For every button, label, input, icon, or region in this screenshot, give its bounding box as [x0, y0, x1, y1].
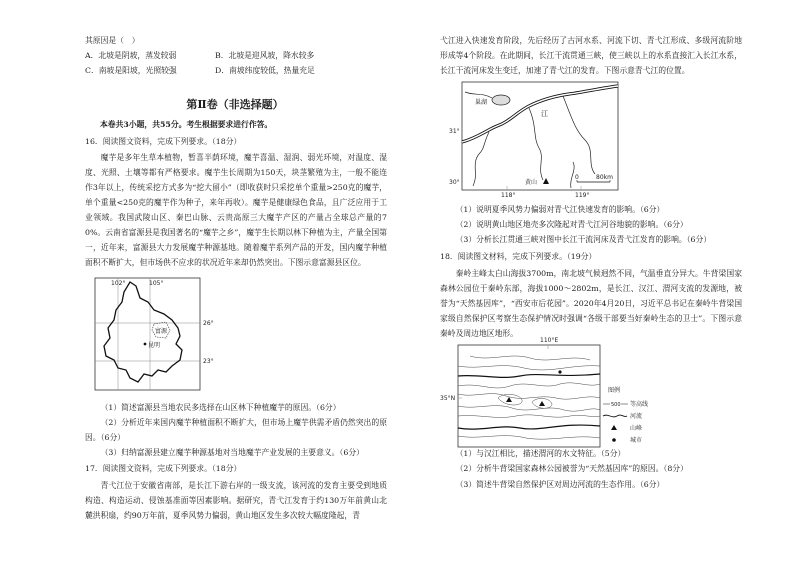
scale-label-start: 0 — [575, 174, 579, 181]
qingyi-river — [529, 108, 543, 180]
legend-peak-label: 山峰 — [630, 425, 643, 432]
tributary-west — [473, 132, 489, 186]
q17-map — [445, 78, 625, 200]
tributary-east — [563, 96, 595, 174]
q15-option-d: D．南坡纬度较低，热量充足 — [215, 66, 315, 75]
lat-label-30: 30° — [449, 179, 460, 186]
lon-label-119: 119° — [575, 192, 590, 199]
q16-passage: 魔芋是多年生草本植物，暂喜半荫环境，魔芋喜温、湿润、弱光环境，对温度、湿度、光照、土壤等都有严格要求。魔芋生长周期为150天，块茎繁殖为主，一般不能连作3年以上，传统采挖方式多为“挖大留小”（即收获时只采挖单个重量>250克的魔芋，单个重量<250克的魔芋作为种子，来年再收）。魔芋是健康绿色食品，且广泛应用于工业领域。我国武陵山区、秦巴山脉、云贵高原三大魔芋产区的产量占全球总产量的70%。云南省富源县是我国著名的“魔芋之乡”，魔芋生长期以林下种植为主，产量全国第一，近年来，富源县大力发展魔芋种源基地。随着魔芋系列产品的开发，国内魔芋种植面积不断扩大，但市场供不应求的状况近年来却仍然突出。下图示意富源县区位。 — [85, 153, 387, 267]
lake-label-chaohu: 巢湖 — [475, 99, 488, 106]
wei-river — [458, 374, 600, 377]
q18-passage: 秦岭主峰太白山海拔3700m，南北坡气候迥然不同，气温垂直分异大。牛背梁国家森林公园位于秦岭东部，海拔1000～2802m，是长江、汉江、渭河支流的发源地，被誉为“天然基因库”，“西安市后花园”。2020年4月20日，习近平总书记在秦岭牛背梁国家级自然保护区考察生态保护情况时强调“各级干部要当好秦岭生态的卫士”。下图示意秦岭及周边地区地形。 — [440, 269, 742, 338]
lon-label-110e: 110°E — [540, 337, 559, 344]
city-label-fuyuan: 富源 — [155, 328, 168, 335]
q18-map-frame — [458, 345, 600, 447]
legend-river-symbol — [603, 415, 627, 417]
mountain-label-huangshan: 黄山 — [525, 179, 538, 186]
q18-stem: 18．阅读图文材料，完成下列要求。（19分） — [440, 252, 597, 261]
river-label-jiang: 江 — [541, 110, 548, 118]
section-title: 第Ⅱ卷（非选择题） — [186, 98, 284, 111]
contour-line — [458, 394, 600, 399]
legend-river-label: 河流 — [630, 413, 643, 420]
q17-sub-3: （3）分析长江贯通三峡对图中长江干流河床及青弋江发育的影响。（6分） — [455, 235, 712, 244]
tributary-northwest — [465, 92, 492, 98]
q16-sub-2: （2）分析近年来国内魔芋种植面积不断扩大，但市场上魔芋供需矛盾仍然突出的原因。（6分） — [85, 418, 387, 442]
lat-label-23: 23° — [203, 358, 214, 365]
han-river — [458, 425, 600, 429]
q15-prompt-tail: 其原因是（ ） — [85, 36, 140, 45]
q18-sub-1: （1）与汉江相比，描述渭河的水文特征。（5分） — [455, 449, 626, 458]
q16-stem: 16．阅读图文资料，完成下列要求。（18分） — [85, 137, 242, 146]
q18-map — [440, 336, 650, 450]
q18-sub-2: （2）分析牛背梁国家森林公园被誉为“天然基因库”的原因。（8分） — [455, 464, 688, 473]
q15-option-a: A．北坡是阴坡，蒸发较弱 — [85, 51, 177, 60]
q17-stem: 17．阅读图文资料，完成下列要求。（18分） — [85, 464, 242, 473]
city-label-kunming: 昆明 — [148, 342, 161, 349]
legend-contour-label: 等高线 — [630, 401, 649, 408]
legend-city-icon — [612, 438, 616, 442]
city-dot — [558, 370, 561, 373]
q17-sub-2: （2）说明黄山地区地壳多次隆起对青弋江河谷地貌的影响。（6分） — [455, 220, 688, 229]
q16-map — [92, 276, 216, 394]
legend-contour-value: 500 — [611, 402, 621, 408]
section-note: 本卷共3小题，共55分。考生根据要求进行作答。 — [100, 120, 273, 129]
contour-line — [458, 415, 600, 418]
contour-line — [470, 356, 590, 360]
lat-label-35n: 35°N — [440, 395, 456, 402]
tributary-southeast — [571, 162, 574, 188]
q16-sub-3: （3）归纳富源县建立魔芋种源基地对当地魔芋产业发展的主要意义。（6分） — [100, 448, 364, 457]
peak-icon — [539, 401, 545, 406]
lon-label-105: 105° — [149, 280, 164, 287]
yunnan-outline — [104, 282, 182, 382]
peak-icon — [506, 397, 512, 402]
q15-option-c: C．南坡是阳坡，光照较强 — [85, 66, 177, 75]
lon-label-102: 102° — [111, 280, 126, 287]
q17-passage-part2: 弋江进入快速发育阶段，先后经历了古河水系、河流下切、青弋江形成、多级河流阶地形成等4个阶段。在此期间，长江干流贯通三峡，使三峡以上的水系直接汇入长江水系，长江干流河床发生变迁，加速了青弋江的发育。下图示意青弋江的位置。 — [440, 36, 742, 75]
legend-peak-icon — [611, 425, 617, 430]
q17-passage-part1: 青弋江位于安徽省南部，是长江下游右岸的一级支流，该河流的发育主要受到地质构造、构造运动、侵蚀基准面等因素影响。据研究，青弋江发育于约130万年前黄山北麓洪积扇，约90万年前，夏季风势力偏弱，黄山地区发生多次较大幅度隆起，青 — [85, 481, 387, 520]
q17-sub-1: （1）说明夏季风势力偏弱对青弋江快速发育的影响。（6分） — [455, 205, 665, 214]
legend-title: 图例 — [608, 387, 621, 394]
yangtze-river-outer — [462, 86, 618, 142]
lon-label-118: 118° — [501, 192, 516, 199]
chaohu-lake — [492, 95, 510, 105]
huangshan-peak-icon — [543, 178, 549, 184]
kunming-dot — [144, 343, 147, 346]
lat-label-26: 26° — [203, 320, 214, 327]
contour-line — [458, 406, 600, 411]
q16-map-frame — [95, 278, 200, 390]
q15-option-b: B．北坡是迎风坡，降水较多 — [215, 51, 315, 60]
lat-label-31: 31° — [449, 128, 460, 135]
legend-city-label: 城市 — [630, 437, 643, 444]
contour-line — [458, 366, 600, 370]
q16-sub-1: （1）简述富源县当地农民多选择在山区林下种植魔芋的原因。（6分） — [100, 403, 341, 412]
contour-line — [458, 436, 600, 439]
contour-line — [458, 383, 600, 388]
q18-sub-3: （3）简述牛背梁自然保护区对周边河流的生态作用。（6分） — [455, 480, 665, 489]
scale-label-end: 80km — [596, 174, 613, 181]
